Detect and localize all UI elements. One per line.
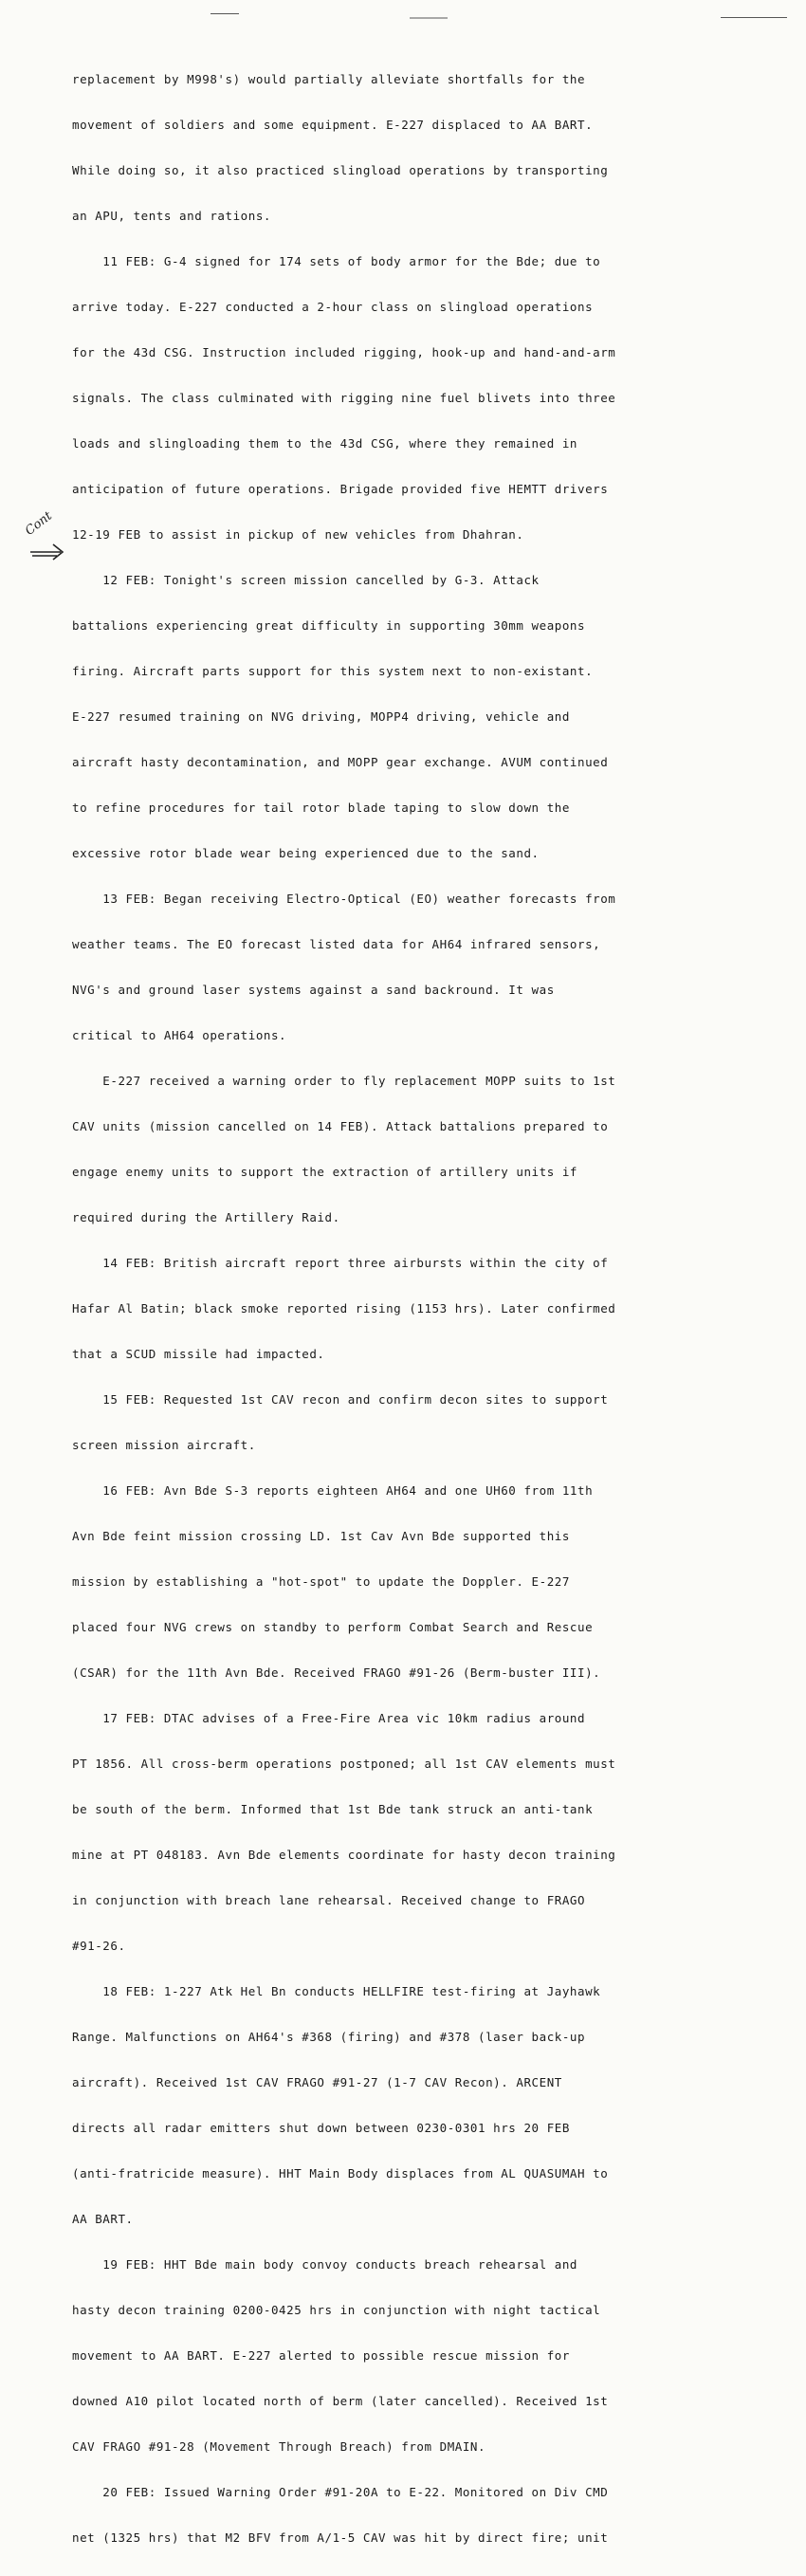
- text-line: (CSAR) for the 11th Avn Bde. Received FRAGO #91-26 (Berm-buster III).: [72, 1665, 601, 1680]
- body-text: [72, 42, 755, 2576]
- text-line: weather teams. The EO forecast listed data for AH64 infrared sensors,: [72, 937, 601, 951]
- text-line: mine at PT 048183. Avn Bde elements coordinate for hasty decon training: [72, 1848, 616, 1862]
- text-line: for the 43d CSG. Instruction included rigging, hook-up and hand-and-arm: [72, 345, 616, 359]
- text-line: 12 FEB: Tonight's screen mission cancelled by G-3. Attack: [72, 573, 540, 587]
- text-line: net (1325 hrs) that M2 BFV from A/1-5 CAV was hit by direct fire; unit: [72, 2530, 609, 2545]
- text-line: 16 FEB: Avn Bde S-3 reports eighteen AH64 and one UH60 from 11th: [72, 1483, 594, 1498]
- handwritten-arrow-icon: [28, 541, 66, 561]
- text-line: 19 FEB: HHT Bde main body convoy conducts breach rehearsal and: [72, 2257, 577, 2272]
- text-line: 12-19 FEB to assist in pickup of new vehicles from Dhahran.: [72, 527, 524, 542]
- text-line: placed four NVG crews on standby to perform Combat Search and Rescue: [72, 1620, 594, 1634]
- text-line: to refine procedures for tail rotor blade taping to slow down the: [72, 800, 570, 815]
- text-line: Hafar Al Batin; black smoke reported rising (1153 hrs). Later confirmed: [72, 1301, 616, 1316]
- text-line: CAV units (mission cancelled on 14 FEB). Attack battalions prepared to: [72, 1119, 609, 1133]
- text-line: CAV FRAGO #91-28 (Movement Through Breach) from DMAIN.: [72, 2439, 486, 2454]
- text-line: screen mission aircraft.: [72, 1438, 256, 1452]
- text-line: #91-26.: [72, 1939, 126, 1953]
- text-line: in conjunction with breach lane rehearsal. Received change to FRAGO: [72, 1893, 586, 1907]
- text-line: 11 FEB: G-4 signed for 174 sets of body armor for the Bde; due to: [72, 254, 601, 268]
- text-line: excessive rotor blade wear being experienced due to the sand.: [72, 846, 540, 860]
- text-line: anticipation of future operations. Brigade provided five HEMTT drivers: [72, 482, 609, 496]
- text-line: Avn Bde feint mission crossing LD. 1st Cav Avn Bde supported this: [72, 1529, 570, 1543]
- text-line: firing. Aircraft parts support for this system next to non-existant.: [72, 664, 594, 678]
- text-line: movement to AA BART. E-227 alerted to possible rescue mission for: [72, 2348, 570, 2363]
- text-line: 17 FEB: DTAC advises of a Free-Fire Area vic 10km radius around: [72, 1711, 586, 1725]
- scan-speck: [211, 13, 239, 14]
- text-line: be south of the berm. Informed that 1st Bde tank struck an anti-tank: [72, 1802, 594, 1816]
- handwritten-margin-note: Cont: [23, 508, 55, 539]
- text-line: arrive today. E-227 conducted a 2-hour class on slingload operations: [72, 300, 594, 314]
- scan-speck: [721, 17, 787, 18]
- text-line: 14 FEB: British aircraft report three airbursts within the city of: [72, 1256, 609, 1270]
- text-line: 18 FEB: 1-227 Atk Hel Bn conducts HELLFIRE test-firing at Jayhawk: [72, 1984, 601, 1998]
- text-line: downed A10 pilot located north of berm (later cancelled). Received 1st: [72, 2394, 609, 2408]
- text-line: AA BART.: [72, 2212, 134, 2226]
- text-line: an APU, tents and rations.: [72, 209, 271, 223]
- text-line: 13 FEB: Began receiving Electro-Optical (EO) weather forecasts from: [72, 892, 616, 906]
- text-line: critical to AH64 operations.: [72, 1028, 287, 1042]
- text-line: signals. The class culminated with rigging nine fuel blivets into three: [72, 391, 616, 405]
- text-line: replacement by M998's) would partially alleviate shortfalls for the: [72, 72, 586, 86]
- text-line: 15 FEB: Requested 1st CAV recon and confirm decon sites to support: [72, 1392, 609, 1407]
- text-line: (anti-fratricide measure). HHT Main Body displaces from AL QUASUMAH to: [72, 2166, 609, 2180]
- text-line: E-227 received a warning order to fly replacement MOPP suits to 1st: [72, 1074, 616, 1088]
- text-line: that a SCUD missile had impacted.: [72, 1347, 325, 1361]
- text-line: directs all radar emitters shut down between 0230-0301 hrs 20 FEB: [72, 2121, 570, 2135]
- text-line: aircraft). Received 1st CAV FRAGO #91-27 (1-7 CAV Recon). ARCENT: [72, 2075, 562, 2089]
- text-line: Range. Malfunctions on AH64's #368 (firing) and #378 (laser back-up: [72, 2030, 586, 2044]
- text-line: movement of soldiers and some equipment. E-227 displaced to AA BART.: [72, 118, 594, 132]
- text-line: engage enemy units to support the extraction of artillery units if: [72, 1165, 577, 1179]
- text-line: aircraft hasty decontamination, and MOPP gear exchange. AVUM continued: [72, 755, 609, 769]
- text-line: E-227 resumed training on NVG driving, MOPP4 driving, vehicle and: [72, 709, 570, 724]
- text-line: 20 FEB: Issued Warning Order #91-20A to E-22. Monitored on Div CMD: [72, 2485, 609, 2499]
- text-line: PT 1856. All cross-berm operations postponed; all 1st CAV elements must: [72, 1757, 616, 1771]
- scan-speck: [410, 17, 448, 19]
- text-line: hasty decon training 0200-0425 hrs in conjunction with night tactical: [72, 2303, 601, 2317]
- text-line: NVG's and ground laser systems against a sand backround. It was: [72, 983, 555, 997]
- text-line: While doing so, it also practiced slingload operations by transporting: [72, 163, 609, 177]
- text-line: mission by establishing a "hot-spot" to update the Doppler. E-227: [72, 1574, 570, 1589]
- text-line: battalions experiencing great difficulty in supporting 30mm weapons: [72, 618, 586, 633]
- text-line: required during the Artillery Raid.: [72, 1210, 340, 1224]
- text-line: loads and slingloading them to the 43d CSG, where they remained in: [72, 436, 577, 451]
